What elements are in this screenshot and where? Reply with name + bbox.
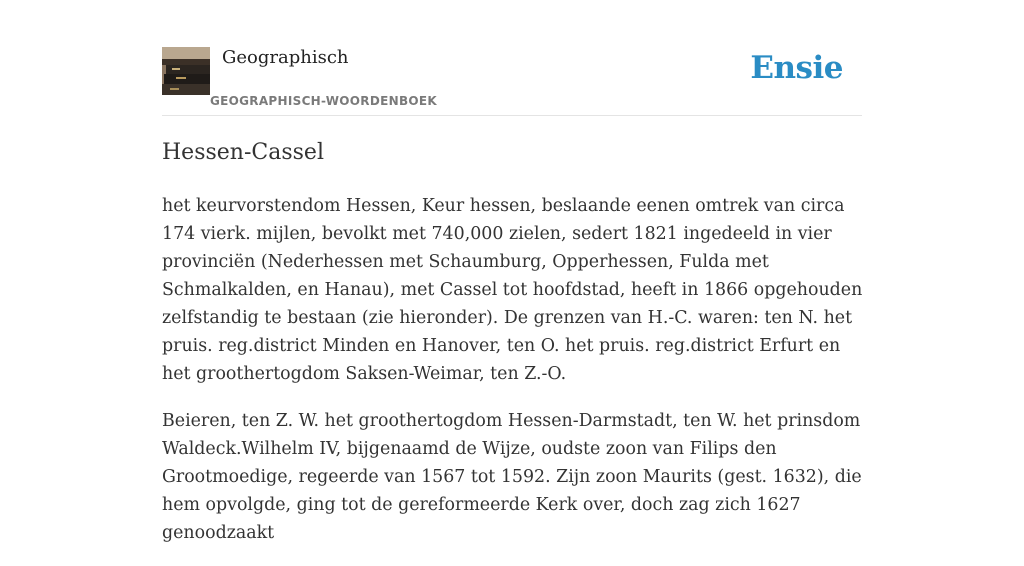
entry-paragraph: Beieren, ten Z. W. het groothertogdom Hessen-Darmstadt, ten W. het prinsdom Waldeck.Wilhelm IV, bijgenaamd de Wijze, oudste zoon van Filips den Grootmoedige, regeerde van 1567 tot 1592. Zijn zoon Maurits (gest. 1632), die hem opvolgde, ging tot de gereformeerde Kerk over, doch zag zich 1627 genoodzaakt xyxy=(162,411,862,543)
book-stack-icon xyxy=(162,47,210,95)
entry-title: Hessen-Cassel xyxy=(162,140,324,165)
ensie-logo[interactable]: Ensie xyxy=(750,50,843,86)
book-cover-avatar[interactable] xyxy=(162,47,210,95)
book-title[interactable]: Geographisch xyxy=(222,47,349,68)
entry-content xyxy=(162,192,864,566)
book-subtitle[interactable]: GEOGRAPHISCH-WOORDENBOEK xyxy=(210,94,437,108)
entry-paragraph: het keurvorstendom Hessen, Keur hessen, beslaande eenen omtrek van circa 174 vierk. mijlen, bevolkt met 740,000 zielen, sedert 1821 ingedeeld in vier provinciën (Nederhessen met Schaumburg, Opperhessen, Fulda met Schmalkalden, en Hanau), met Cassel tot hoofdstad, heeft in 1866 opgehouden zelfstandig te bestaan (zie hieronder). De grenzen van H.-C. waren: ten N. het pruis. reg.district Minden en Hanover, ten O. het pruis. reg.district Erfurt en het groothertogdom Saksen-Weimar, ten Z.-O. xyxy=(162,196,863,384)
book-header xyxy=(162,44,862,116)
